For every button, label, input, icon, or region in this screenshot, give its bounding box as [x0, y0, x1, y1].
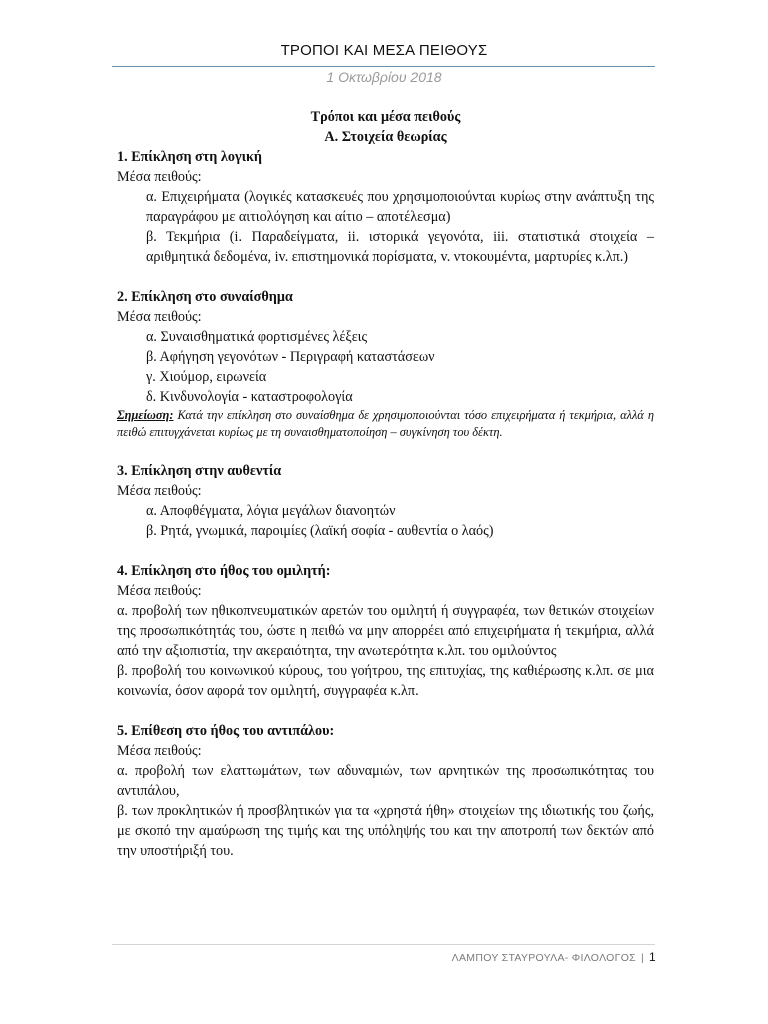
note — [117, 407, 654, 441]
list-item: β. προβολή του κοινωνικού κύρους, του γοήτρου, της επιτυχίας, της καθιέρωσης κ.λπ. σε μια κοινωνία, όσον αφορά τον ομιλητή, συγγραφέα κ.λπ. — [117, 663, 654, 699]
list-item: γ. Χιούμορ, ειρωνεία — [146, 369, 267, 385]
list-item: α. Συναισθηματικά φορτισμένες λέξεις — [146, 329, 368, 345]
page-number: 1 — [649, 950, 656, 964]
document-subtitle: Α. Στοιχεία θεωρίας — [324, 129, 447, 145]
section-emotion — [117, 287, 654, 441]
list-item: α. Αποφθέγματα, λόγια μεγάλων διανοητών — [146, 503, 396, 519]
means-label: Μέσα πειθούς: — [117, 169, 202, 185]
document-title: Τρόποι και μέσα πειθούς — [310, 109, 461, 125]
document-body — [117, 107, 654, 861]
list-item: β. Ρητά, γνωμικά, παροιμίες (λαϊκή σοφία - αυθεντία ο λαός) — [146, 523, 494, 539]
footer-divider — [112, 944, 655, 945]
list-item: α. προβολή των ελαττωμάτων, των αδυναμιών, των αρνητικών της προσωπικότητας του αντιπάλου, — [117, 763, 654, 799]
section-opponent-ethos — [117, 721, 654, 861]
list-item: β. Τεκμήρια (i. Παραδείγματα, ii. ιστορικά γεγονότα, iii. στατιστικά στοιχεία – αριθμητικά δεδομένα, iv. επιστημονικά πορίσματα, v. ντοκουμέντα, μαρτυρίες κ.λπ.) — [146, 229, 654, 265]
page-footer — [452, 950, 656, 964]
section-speaker-ethos — [117, 561, 654, 701]
section-heading: 4. Επίκληση στο ήθος του ομιλητή: — [117, 563, 331, 579]
header-divider — [112, 66, 655, 67]
section-heading: 2. Επίκληση στο συναίσθημα — [117, 289, 293, 305]
page-header-title: ΤΡΟΠΟΙ ΚΑΙ ΜΕΣΑ ΠΕΙΘΟΥΣ — [280, 42, 488, 59]
list-item: α. Επιχειρήματα (λογικές κατασκευές που χρησιμοποιούνται κυρίως στην ανάπτυξη της παραγράφου με αιτιολόγηση και αίτιο – αποτέλεσμα) — [146, 189, 654, 225]
means-label: Μέσα πειθούς: — [117, 583, 202, 599]
list-item: β. Αφήγηση γεγονότων - Περιγραφή καταστάσεων — [146, 349, 435, 365]
means-label: Μέσα πειθούς: — [117, 483, 202, 499]
note-text: Κατά την επίκληση στο συναίσθημα δε χρησιμοποιούνται τόσο επιχειρήματα ή τεκμήρια, αλλά η πειθώ επιτυγχάνεται κυρίως με τη συναισθηματοποίηση – συγκίνηση του δέκτη. — [117, 408, 654, 439]
section-logic — [117, 147, 654, 267]
footer-author: ΛΑΜΠΟΥ ΣΤΑΥΡΟΥΛΑ- ΦΙΛΟΛΟΓΟΣ — [451, 952, 636, 964]
section-heading: 3. Επίκληση στην αυθεντία — [117, 463, 282, 479]
means-label: Μέσα πειθούς: — [117, 309, 202, 325]
section-heading: 1. Επίκληση στη λογική — [117, 149, 262, 165]
note-label: Σημείωση: — [117, 408, 174, 422]
list-item: α. προβολή των ηθικοπνευματικών αρετών του ομιλητή ή συγγραφέα, των θετικών στοιχείων της προσωπικότητάς του, ώστε η πειθώ να μην απορρέει από επιχειρήματα ή τεκμήρια, αλλά από την αξιοπιστία, την ακεραιότητα, την ανωτερότητα κ.λπ. του ομιλούντος — [117, 603, 654, 659]
footer-separator: | — [640, 952, 645, 964]
means-label: Μέσα πειθούς: — [117, 743, 202, 759]
section-heading: 5. Επίθεση στο ήθος του αντιπάλου: — [117, 723, 335, 739]
list-item: δ. Κινδυνολογία - καταστροφολογία — [146, 389, 353, 405]
list-item: β. των προκλητικών ή προσβλητικών για τα «χρηστά ήθη» στοιχείων της ιδιωτικής του ζωής, με σκοπό την αμαύρωση της τιμής και της υπόληψής του και την αποτροπή των δεκτών από την υποστήριξή του. — [117, 803, 654, 859]
header-date: 1 Οκτωβρίου 2018 — [326, 69, 442, 85]
section-authority — [117, 461, 654, 541]
